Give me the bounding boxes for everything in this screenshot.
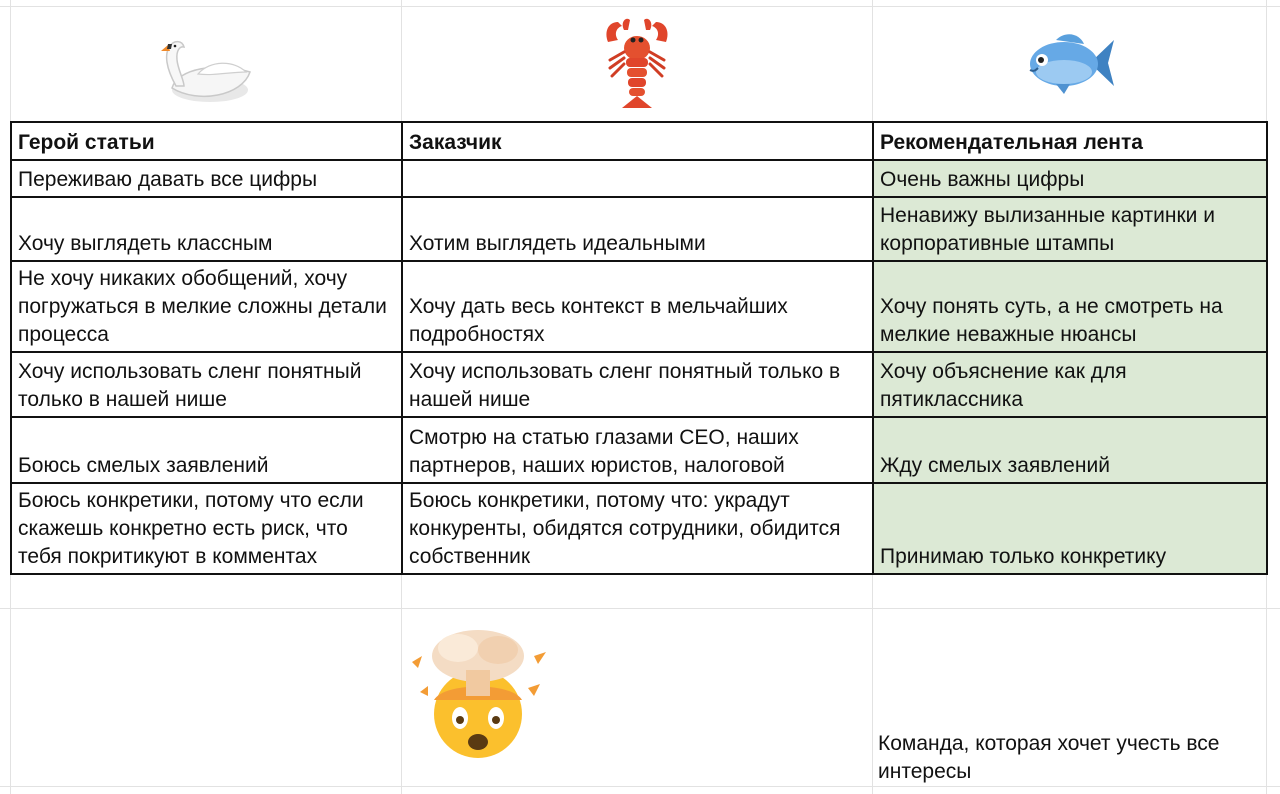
table-cell: Боюсь смелых заявлений <box>11 417 402 483</box>
header-hero: Герой статьи <box>11 122 402 160</box>
table-cell: Хотим выглядеть идеальными <box>402 197 873 261</box>
table-row <box>11 261 1267 352</box>
table-cell: Жду смелых заявлений <box>873 417 1267 483</box>
swan-icon <box>158 38 254 106</box>
table-cell: Хочу использовать сленг понятный только в нашей нише <box>11 352 402 417</box>
team-note: Команда, которая хочет учесть все интересы <box>878 732 1220 783</box>
table-cell <box>402 160 873 197</box>
table-cell: Боюсь конкретики, потому что: украдут конкуренты, обидятся сотрудники, обидится собственник <box>402 483 873 574</box>
table-cell: Очень важны цифры <box>873 160 1267 197</box>
lobster-icon <box>598 16 676 110</box>
table-row <box>11 352 1267 417</box>
table-cell: Смотрю на статью глазами CEO, наших партнеров, наших юристов, налоговой <box>402 417 873 483</box>
fish-icon <box>1026 30 1116 96</box>
table-row <box>11 417 1267 483</box>
header-client: Заказчик <box>402 122 873 160</box>
table-cell: Хочу понять суть, а не смотреть на мелкие неважные нюансы <box>873 261 1267 352</box>
comparison-table <box>10 121 1268 575</box>
table-cell: Хочу использовать сленг понятный только в нашей нише <box>402 352 873 417</box>
table-row <box>11 197 1267 261</box>
table-cell: Переживаю давать все цифры <box>11 160 402 197</box>
table-row <box>11 483 1267 574</box>
header-feed: Рекомендательная лента <box>873 122 1267 160</box>
table-row <box>11 160 1267 197</box>
exploding-head-icon <box>404 622 552 762</box>
table-cell: Ненавижу вылизанные картинки и корпоративные штампы <box>873 197 1267 261</box>
table-cell: Боюсь конкретики, потому что если скажешь конкретно есть риск, что тебя покритикуют в комментах <box>11 483 402 574</box>
table-cell: Хочу выглядеть классным <box>11 197 402 261</box>
table-header-row <box>11 122 1267 160</box>
table-cell: Хочу дать весь контекст в мельчайших подробностях <box>402 261 873 352</box>
table-cell: Принимаю только конкретику <box>873 483 1267 574</box>
table-cell: Не хочу никаких обобщений, хочу погружаться в мелкие сложны детали процесса <box>11 261 402 352</box>
table-cell: Хочу объяснение как для пятиклассника <box>873 352 1267 417</box>
